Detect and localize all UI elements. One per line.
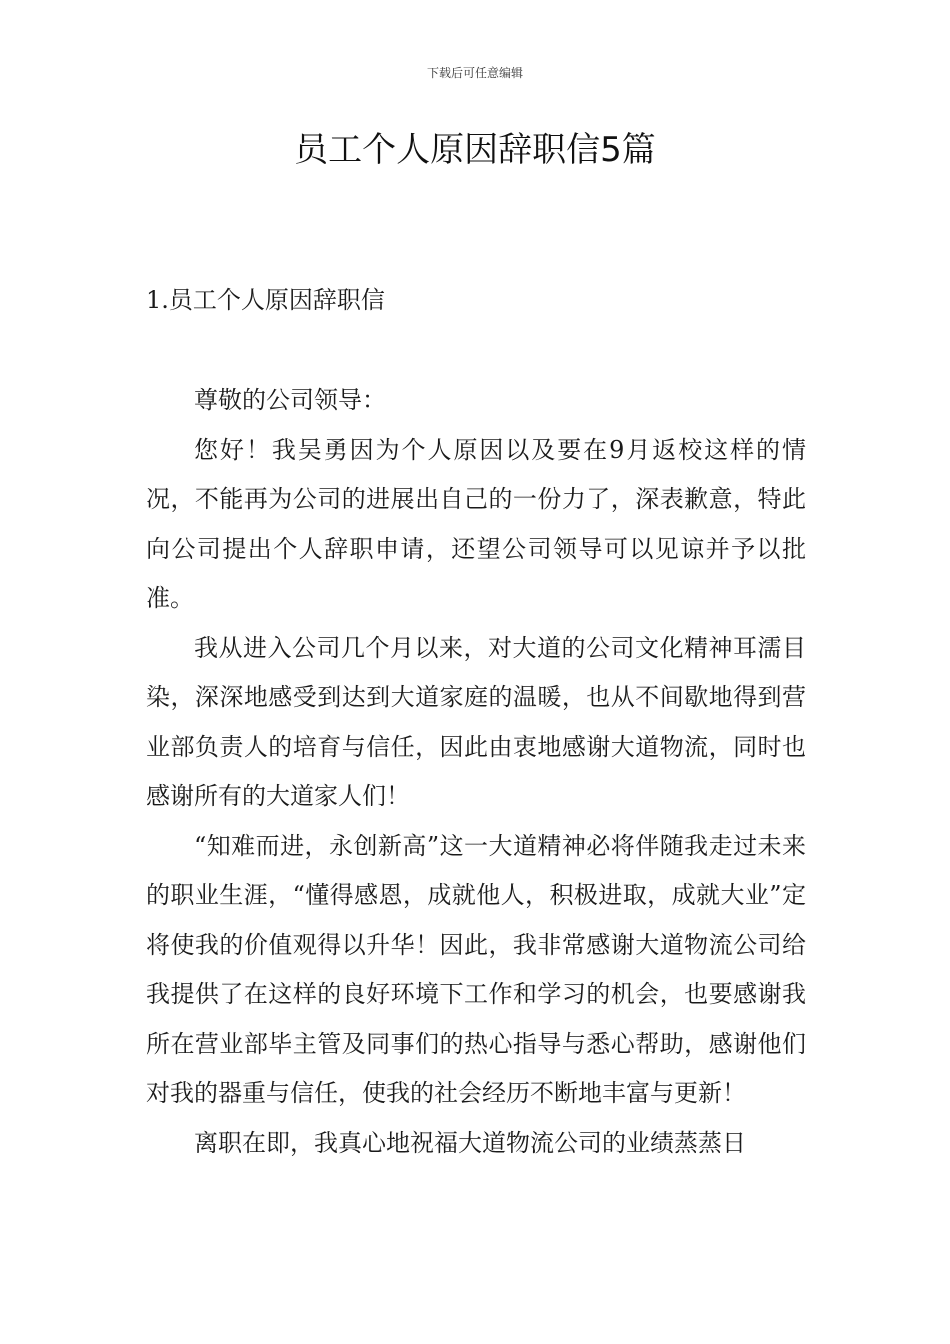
header-note: 下载后可任意编辑: [426, 66, 523, 80]
paragraph-4: 离职在即，我真心地祝福大道物流公司的业绩蒸蒸日: [194, 1128, 746, 1157]
section-heading: 1.员工个人原因辞职信: [146, 286, 385, 314]
paragraph-3: “知难而进，永创新高”这一大道精神必将伴随我走过未来的职业生涯，“懂得感恩，成就他人，积极进取，成就大业”定将使我的价值观得以升华！因此，我非常感谢大道物流公司给我提供了在这样的良好环境下工作和学习的机会，也要感谢我所在营业部毕主管及同事们的热心指导与悉心帮助，感谢他们对我的器重与信任，使我的社会经历不断地丰富与更新！: [146, 831, 806, 1107]
paragraph-2: 我从进入公司几个月以来，对大道的公司文化精神耳濡目染，深深地感受到达到大道家庭的温暖，也从不间歇地得到营业部负责人的培育与信任，因此由衷地感谢大道物流，同时也感谢所有的大道家人们！: [146, 633, 806, 810]
salutation: 尊敬的公司领导：: [194, 386, 386, 414]
letter-body: [146, 376, 806, 1168]
document-title: 员工个人原因辞职信5篇: [294, 130, 656, 170]
paragraph-1: 您好！我吴勇因为个人原因以及要在9月返校这样的情况，不能再为公司的进展出自己的一份力了，深表歉意，特此向公司提出个人辞职申请，还望公司领导可以见谅并予以批准。: [146, 435, 806, 612]
